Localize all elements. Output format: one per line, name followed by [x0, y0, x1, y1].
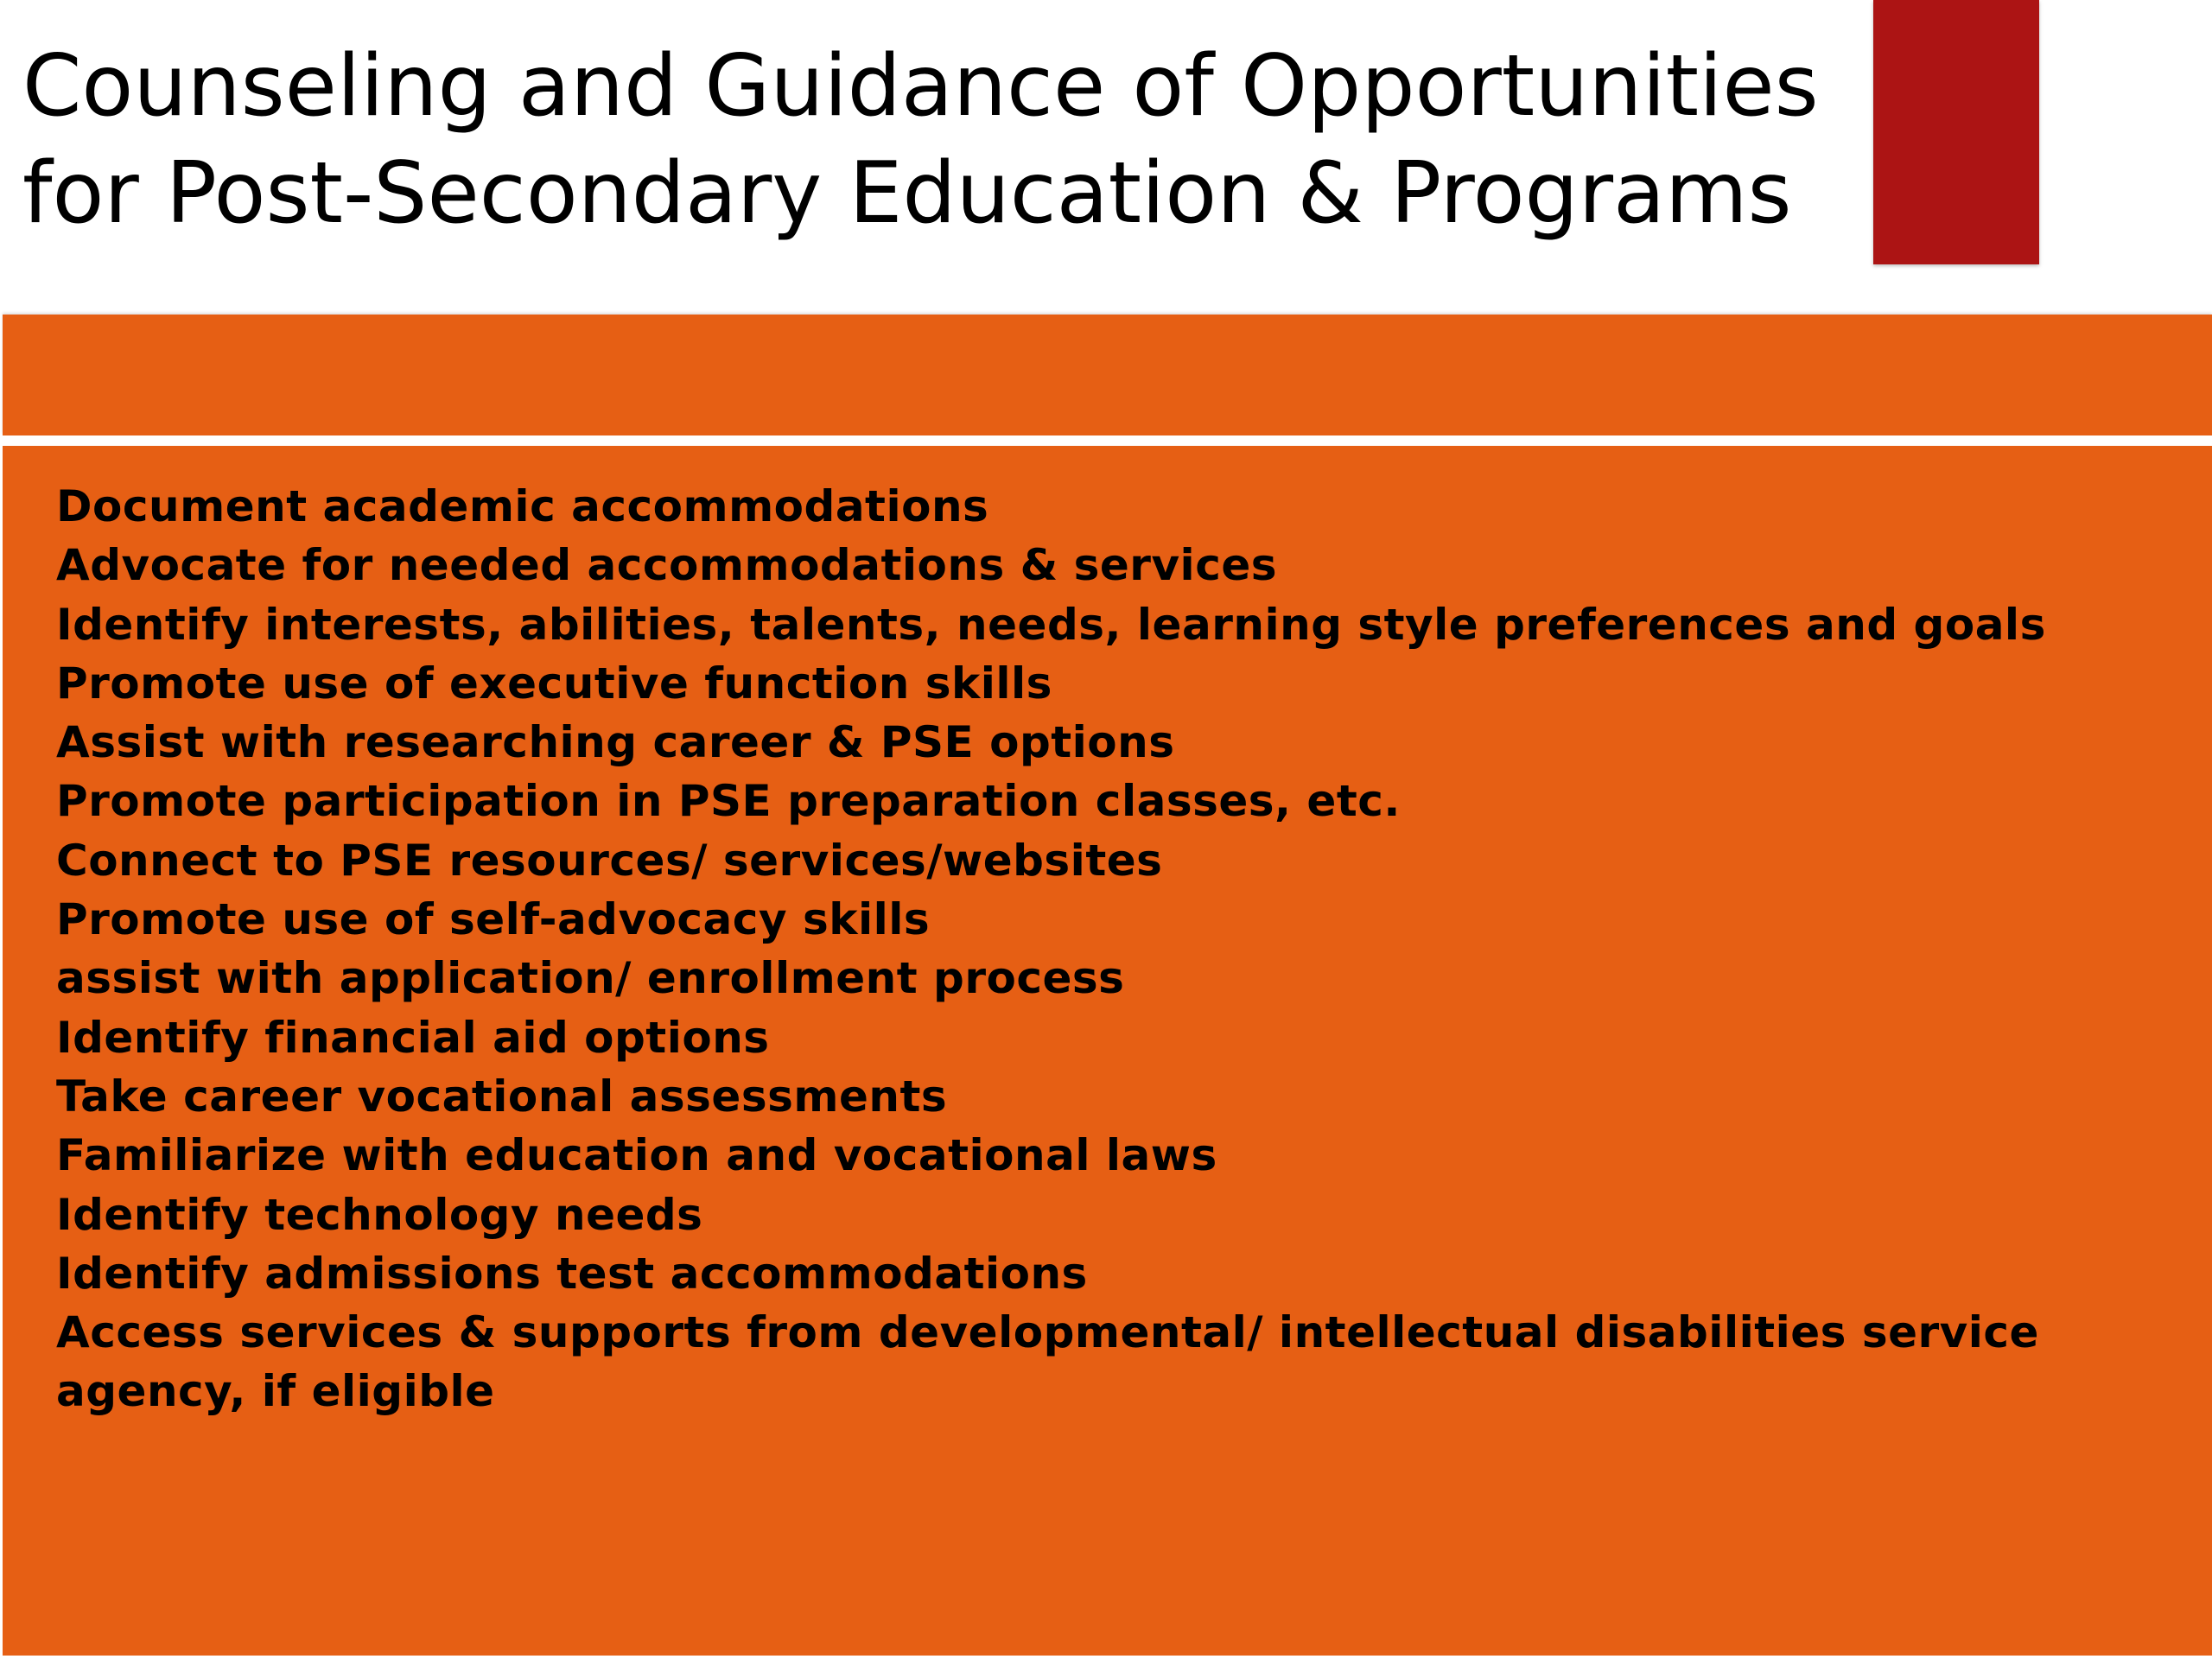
slide-title [22, 33, 1837, 247]
list-item: Identify technology needs [56, 1189, 703, 1240]
bullet-list [56, 477, 2164, 1421]
list-item: Promote participation in PSE preparation classes, etc. [56, 776, 1401, 827]
list-item: Promote use of executive function skills [56, 658, 1052, 709]
red-accent-bar [1873, 0, 2039, 264]
list-item: Promote use of self-advocacy skills [56, 894, 931, 945]
content-panel [3, 446, 2212, 1656]
list-item: Take career vocational assessments [56, 1071, 948, 1122]
orange-header-band [3, 315, 2212, 435]
list-item: Familiarize with education and vocational laws [56, 1130, 1217, 1181]
list-item: Advocate for needed accommodations & services [56, 540, 1278, 591]
slide-title-line-2: for Post-Secondary Education & Programs [22, 144, 1792, 243]
list-item: Access services & supports from developmental/ intellectual disabilities service agency, if eligible [56, 1307, 2039, 1417]
list-item: Identify financial aid options [56, 1012, 770, 1063]
list-item: Identify interests, abilities, talents, needs, learning style preferences and goals [56, 599, 2046, 650]
list-item: Identify admissions test accommodations [56, 1248, 1088, 1299]
list-item: Document academic accommodations [56, 481, 989, 531]
slide-title-line-1: Counseling and Guidance of Opportunities [22, 37, 1819, 136]
list-item: Connect to PSE resources/ services/websites [56, 835, 1163, 886]
list-item: assist with application/ enrollment process [56, 953, 1125, 1004]
list-item: Assist with researching career & PSE options [56, 717, 1175, 768]
